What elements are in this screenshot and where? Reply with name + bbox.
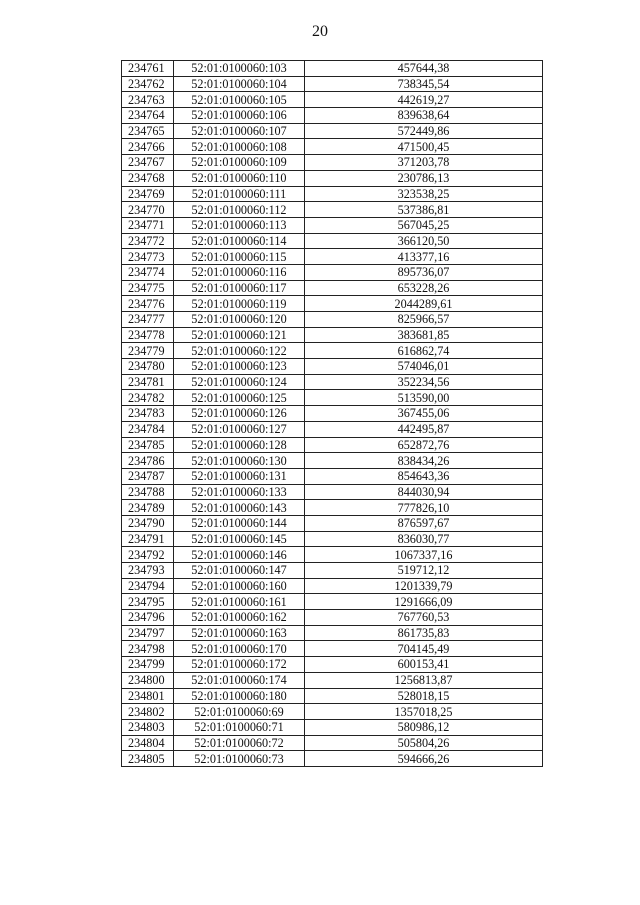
table-row — [122, 108, 543, 124]
cadastral-number-cell: 52:01:0100060:104 — [174, 76, 305, 92]
record-number-cell: 234800 — [122, 672, 174, 688]
cadastral-number-cell: 52:01:0100060:122 — [174, 343, 305, 359]
cadastral-value-cell: 767760,53 — [305, 610, 543, 626]
table-row — [122, 484, 543, 500]
record-number-cell: 234784 — [122, 421, 174, 437]
table-row — [122, 704, 543, 720]
cadastral-value-cell: 505804,26 — [305, 735, 543, 751]
cadastral-number-cell: 52:01:0100060:174 — [174, 672, 305, 688]
table-row — [122, 500, 543, 516]
cadastral-number-cell: 52:01:0100060:145 — [174, 531, 305, 547]
cadastral-number-cell: 52:01:0100060:112 — [174, 202, 305, 218]
cadastral-number-cell: 52:01:0100060:146 — [174, 547, 305, 563]
cadastral-value-cell: 519712,12 — [305, 563, 543, 579]
page-number: 20 — [312, 23, 328, 40]
cadastral-number-cell: 52:01:0100060:130 — [174, 453, 305, 469]
table-row — [122, 61, 543, 77]
table-row — [122, 751, 543, 767]
cadastral-number-cell: 52:01:0100060:124 — [174, 374, 305, 390]
table-row — [122, 202, 543, 218]
table-row — [122, 249, 543, 265]
cadastral-number-cell: 52:01:0100060:123 — [174, 359, 305, 375]
record-number-cell: 234797 — [122, 625, 174, 641]
cadastral-number-cell: 52:01:0100060:117 — [174, 280, 305, 296]
record-number-cell: 234790 — [122, 515, 174, 531]
table-row — [122, 453, 543, 469]
record-number-cell: 234786 — [122, 453, 174, 469]
cadastral-number-cell: 52:01:0100060:110 — [174, 170, 305, 186]
table-row — [122, 406, 543, 422]
table-row — [122, 296, 543, 312]
table-row — [122, 610, 543, 626]
cadastral-value-cell: 825966,57 — [305, 312, 543, 328]
record-number-cell: 234766 — [122, 139, 174, 155]
cadastral-value-cell: 413377,16 — [305, 249, 543, 265]
cadastral-value-cell: 537386,81 — [305, 202, 543, 218]
cadastral-number-cell: 52:01:0100060:107 — [174, 123, 305, 139]
table-row — [122, 641, 543, 657]
cadastral-number-cell: 52:01:0100060:114 — [174, 233, 305, 249]
table-row — [122, 547, 543, 563]
cadastral-value-cell: 600153,41 — [305, 657, 543, 673]
record-number-cell: 234792 — [122, 547, 174, 563]
record-number-cell: 234767 — [122, 155, 174, 171]
table-body — [122, 61, 543, 767]
record-number-cell: 234804 — [122, 735, 174, 751]
cadastral-value-cell: 704145,49 — [305, 641, 543, 657]
cadastral-value-cell: 1067337,16 — [305, 547, 543, 563]
cadastral-number-cell: 52:01:0100060:144 — [174, 515, 305, 531]
cadastral-number-cell: 52:01:0100060:71 — [174, 719, 305, 735]
cadastral-value-cell: 471500,45 — [305, 139, 543, 155]
record-number-cell: 234805 — [122, 751, 174, 767]
table-row — [122, 76, 543, 92]
record-number-cell: 234798 — [122, 641, 174, 657]
cadastral-number-cell: 52:01:0100060:160 — [174, 578, 305, 594]
cadastral-number-cell: 52:01:0100060:119 — [174, 296, 305, 312]
record-number-cell: 234765 — [122, 123, 174, 139]
table-row — [122, 280, 543, 296]
table-row — [122, 515, 543, 531]
cadastral-value-cell: 844030,94 — [305, 484, 543, 500]
record-number-cell: 234771 — [122, 217, 174, 233]
cadastral-value-cell: 366120,50 — [305, 233, 543, 249]
table-row — [122, 672, 543, 688]
table-row — [122, 92, 543, 108]
record-number-cell: 234770 — [122, 202, 174, 218]
cadastral-value-cell: 1256813,87 — [305, 672, 543, 688]
cadastral-value-cell: 2044289,61 — [305, 296, 543, 312]
cadastral-value-cell: 652872,76 — [305, 437, 543, 453]
cadastral-value-cell: 371203,78 — [305, 155, 543, 171]
cadastral-value-cell: 1201339,79 — [305, 578, 543, 594]
cadastral-value-cell: 861735,83 — [305, 625, 543, 641]
cadastral-value-cell: 574046,01 — [305, 359, 543, 375]
record-number-cell: 234776 — [122, 296, 174, 312]
cadastral-number-cell: 52:01:0100060:127 — [174, 421, 305, 437]
record-number-cell: 234803 — [122, 719, 174, 735]
record-number-cell: 234773 — [122, 249, 174, 265]
record-number-cell: 234763 — [122, 92, 174, 108]
cadastral-number-cell: 52:01:0100060:170 — [174, 641, 305, 657]
table-row — [122, 594, 543, 610]
record-number-cell: 234779 — [122, 343, 174, 359]
cadastral-value-cell: 528018,15 — [305, 688, 543, 704]
record-number-cell: 234783 — [122, 406, 174, 422]
table-row — [122, 468, 543, 484]
cadastral-value-cell: 1291666,09 — [305, 594, 543, 610]
table-row — [122, 390, 543, 406]
cadastral-number-cell: 52:01:0100060:109 — [174, 155, 305, 171]
table-row — [122, 421, 543, 437]
cadastral-value-cell: 653228,26 — [305, 280, 543, 296]
table-row — [122, 531, 543, 547]
cadastral-value-cell: 323538,25 — [305, 186, 543, 202]
record-number-cell: 234777 — [122, 312, 174, 328]
cadastral-value-cell: 352234,56 — [305, 374, 543, 390]
cadastral-value-cell: 513590,00 — [305, 390, 543, 406]
record-number-cell: 234785 — [122, 437, 174, 453]
cadastral-number-cell: 52:01:0100060:120 — [174, 312, 305, 328]
table-row — [122, 170, 543, 186]
cadastral-number-cell: 52:01:0100060:162 — [174, 610, 305, 626]
cadastral-value-cell: 1357018,25 — [305, 704, 543, 720]
cadastral-value-cell: 777826,10 — [305, 500, 543, 516]
table-row — [122, 312, 543, 328]
cadastral-number-cell: 52:01:0100060:143 — [174, 500, 305, 516]
cadastral-value-cell: 895736,07 — [305, 264, 543, 280]
table-row — [122, 437, 543, 453]
record-number-cell: 234774 — [122, 264, 174, 280]
cadastral-number-cell: 52:01:0100060:73 — [174, 751, 305, 767]
cadastral-value-cell: 442619,27 — [305, 92, 543, 108]
table-row — [122, 217, 543, 233]
cadastral-value-table — [121, 60, 543, 767]
cadastral-number-cell: 52:01:0100060:111 — [174, 186, 305, 202]
table-row — [122, 578, 543, 594]
record-number-cell: 234787 — [122, 468, 174, 484]
cadastral-number-cell: 52:01:0100060:69 — [174, 704, 305, 720]
cadastral-value-cell: 876597,67 — [305, 515, 543, 531]
cadastral-value-cell: 838434,26 — [305, 453, 543, 469]
cadastral-value-cell: 442495,87 — [305, 421, 543, 437]
table-row — [122, 155, 543, 171]
table-row — [122, 327, 543, 343]
record-number-cell: 234761 — [122, 61, 174, 77]
cadastral-value-cell: 230786,13 — [305, 170, 543, 186]
record-number-cell: 234769 — [122, 186, 174, 202]
table-row — [122, 688, 543, 704]
cadastral-number-cell: 52:01:0100060:172 — [174, 657, 305, 673]
cadastral-value-cell: 839638,64 — [305, 108, 543, 124]
cadastral-value-cell: 580986,12 — [305, 719, 543, 735]
record-number-cell: 234801 — [122, 688, 174, 704]
cadastral-number-cell: 52:01:0100060:180 — [174, 688, 305, 704]
cadastral-number-cell: 52:01:0100060:121 — [174, 327, 305, 343]
cadastral-value-cell: 572449,86 — [305, 123, 543, 139]
cadastral-value-cell: 567045,25 — [305, 217, 543, 233]
cadastral-number-cell: 52:01:0100060:108 — [174, 139, 305, 155]
record-number-cell: 234762 — [122, 76, 174, 92]
cadastral-value-cell: 836030,77 — [305, 531, 543, 547]
table-row — [122, 343, 543, 359]
record-number-cell: 234795 — [122, 594, 174, 610]
cadastral-number-cell: 52:01:0100060:105 — [174, 92, 305, 108]
record-number-cell: 234768 — [122, 170, 174, 186]
cadastral-value-cell: 367455,06 — [305, 406, 543, 422]
table-row — [122, 657, 543, 673]
table-row — [122, 735, 543, 751]
record-number-cell: 234780 — [122, 359, 174, 375]
record-number-cell: 234796 — [122, 610, 174, 626]
record-number-cell: 234775 — [122, 280, 174, 296]
cadastral-value-cell: 383681,85 — [305, 327, 543, 343]
record-number-cell: 234788 — [122, 484, 174, 500]
record-number-cell: 234789 — [122, 500, 174, 516]
cadastral-value-cell: 738345,54 — [305, 76, 543, 92]
record-number-cell: 234772 — [122, 233, 174, 249]
table-row — [122, 139, 543, 155]
record-number-cell: 234778 — [122, 327, 174, 343]
record-number-cell: 234791 — [122, 531, 174, 547]
cadastral-number-cell: 52:01:0100060:131 — [174, 468, 305, 484]
record-number-cell: 234799 — [122, 657, 174, 673]
cadastral-number-cell: 52:01:0100060:128 — [174, 437, 305, 453]
record-number-cell: 234764 — [122, 108, 174, 124]
cadastral-value-cell: 457644,38 — [305, 61, 543, 77]
table-row — [122, 264, 543, 280]
table-row — [122, 233, 543, 249]
cadastral-number-cell: 52:01:0100060:106 — [174, 108, 305, 124]
table-row — [122, 563, 543, 579]
cadastral-number-cell: 52:01:0100060:115 — [174, 249, 305, 265]
cadastral-number-cell: 52:01:0100060:125 — [174, 390, 305, 406]
record-number-cell: 234781 — [122, 374, 174, 390]
cadastral-value-cell: 854643,36 — [305, 468, 543, 484]
cadastral-number-cell: 52:01:0100060:163 — [174, 625, 305, 641]
cadastral-number-cell: 52:01:0100060:113 — [174, 217, 305, 233]
cadastral-number-cell: 52:01:0100060:72 — [174, 735, 305, 751]
cadastral-number-cell: 52:01:0100060:103 — [174, 61, 305, 77]
cadastral-number-cell: 52:01:0100060:133 — [174, 484, 305, 500]
table-row — [122, 359, 543, 375]
record-number-cell: 234794 — [122, 578, 174, 594]
cadastral-value-cell: 594666,26 — [305, 751, 543, 767]
cadastral-number-cell: 52:01:0100060:116 — [174, 264, 305, 280]
record-number-cell: 234782 — [122, 390, 174, 406]
record-number-cell: 234793 — [122, 563, 174, 579]
table-row — [122, 123, 543, 139]
table-row — [122, 374, 543, 390]
record-number-cell: 234802 — [122, 704, 174, 720]
table-row — [122, 719, 543, 735]
table-row — [122, 625, 543, 641]
cadastral-number-cell: 52:01:0100060:147 — [174, 563, 305, 579]
cadastral-value-cell: 616862,74 — [305, 343, 543, 359]
table-row — [122, 186, 543, 202]
cadastral-number-cell: 52:01:0100060:126 — [174, 406, 305, 422]
cadastral-number-cell: 52:01:0100060:161 — [174, 594, 305, 610]
